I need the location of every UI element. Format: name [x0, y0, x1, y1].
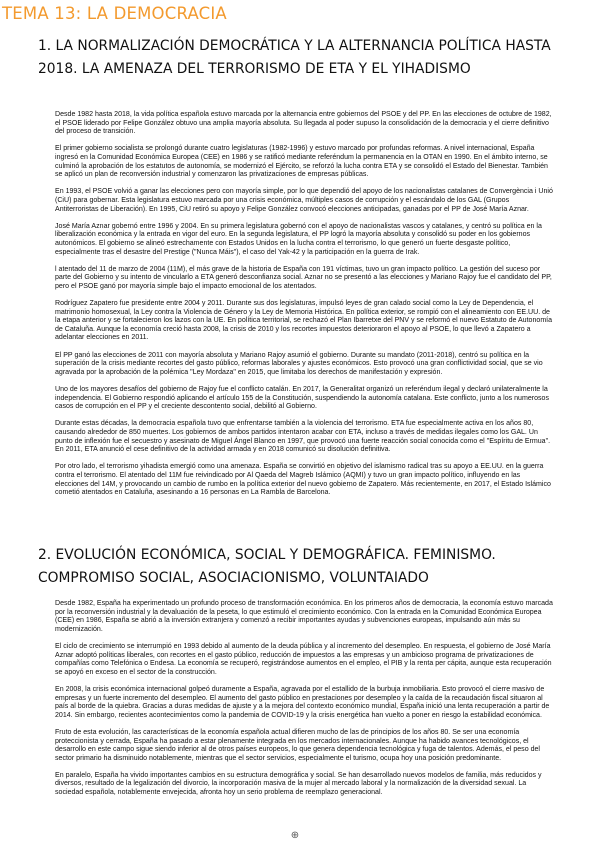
paragraph: El ciclo de crecimiento se interrumpió en 1993 debido al aumento de la deuda pública y al incremento del desempleo. En respuesta, el gobierno de José María Aznar adoptó políticas liberales, con recortes en el gasto público, reducción de impuestos a las empresas y un ambicioso programa de privatizaciones de compañías como Telefónica o Endesa. La economía se recuperó, registrándose aumentos en el empleo, el PIB y la renta per cápita, aunque esta recuperación se apoyó en exceso en el sector de la construcción. [55, 642, 552, 676]
paragraph: Durante estas décadas, la democracia española tuvo que enfrentarse también a la violencia del terrorismo. ETA fue especialmente activa en los años 80, causando alrededor de 850 muertes. Los gobiernos de ambos partidos intentaron acabar con ETA, incluso a través de medidas ilegales como los GAL. Un punto de inflexión fue el secuestro y asesinato de Miguel Ángel Blanco en 1997, que provocó una fuerte reacción social conocida como el "Espíritu de Ermua". En 2011, ETA anunció el cese definitivo de la actividad armada y en 2018 comunicó su disolución definitiva. [55, 420, 551, 454]
paragraph: Uno de los mayores desafíos del gobierno de Rajoy fue el conflicto catalán. En 2017, la Generalitat organizó un referéndum ilegal y declaró unilateralmente la independencia. El Gobierno respondió aplicando el artículo 155 de la Constitución, suspendiendo la autonomía catalana. Este conflicto, junto a los numerosos casos de corrupción en el PP y el creciente descontento social, debilitó al Gobierno. [55, 386, 549, 411]
section-1-body [55, 111, 553, 498]
paragraph: En 2008, la crisis económica internacional golpeó duramente a España, agravada por el estallido de la burbuja inmobiliaria. Esto provocó el cierre masivo de empresas y un fuerte incremento del desempleo. El aumento del gasto público en prestaciones por desempleo y la caída de la recaudación fiscal situaron al país al borde de la quiebra. Gracias a duras medidas de ajuste y a la mejora del contexto económico mundial, España inició una lenta recuperación a partir de 2014. Sin embargo, recientes acontecimientos como la pandemia de COVID-19 y la crisis energética han vuelto a poner en riesgo la estabilidad económica. [55, 685, 550, 719]
paragraph: Desde 1982 hasta 2018, la vida política española estuvo marcada por la alternancia entre gobiernos del PSOE y del PP. En las elecciones de octubre de 1982, el PSOE liderado por Felipe González obtuvo una amplia mayoría absoluta. Su llegada al poder supuso la consolidación de la democracia y el cierre definitivo del proceso de transición. [55, 111, 552, 136]
topic-title: TEMA 13: LA DEMOCRACIA [2, 4, 227, 23]
paragraph: Rodríguez Zapatero fue presidente entre 2004 y 2011. Durante sus dos legislaturas, impulsó leyes de gran calado social como la Ley de Dependencia, el matrimonio homosexual, la Ley contra la Violencia de Género y la Ley de Memoria Histórica. En política exterior, se rompió con el alineamiento con EE.UU. de la etapa anterior y se fortalecieron los lazos con la UE. En política territorial, se rechazó el Plan Ibarretxe del PNV y se reformó el nuevo Estatuto de Autonomía de Cataluña. Aunque la economía creció hasta 2008, la crisis de 2010 y los recortes impuestos deterioraron el apoyo al PSOE, lo que llevó a Zapatero a adelantar elecciones en 2011. [55, 300, 553, 342]
section-2-body [55, 600, 553, 798]
paragraph: En paralelo, España ha vivido importantes cambios en su estructura demográfica y social. Se han desarrollado nuevos modelos de familia, más reducidos y diversos, resultado de la legalización del divorcio, la incorporación masiva de la mujer al mercado laboral y la normalización de la diversidad sexual. La sociedad española, notablemente envejecida, afronta hoy un serio problema de reemplazo generacional. [55, 771, 542, 797]
section-2-title: 2. EVOLUCIÓN ECONÓMICA, SOCIAL Y DEMOGRÁFICA. FEMINISMO. COMPROMISO SOCIAL, ASOCIACIONISMO, VOLUNTAIADO [38, 547, 496, 586]
paragraph: El primer gobierno socialista se prolongó durante cuatro legislaturas (1982-1996) y estuvo marcado por profundas reformas. A nivel internacional, España ingresó en la Comunidad Económica Europea (CEE) en 1986 y se ratificó mediante referéndum la permanencia en la OTAN en 1990. En el ámbito interno, se culminó la aprobación de los estatutos de autonomía, se modernizó el Ejército, se reforzó la lucha contra ETA y se consolidó el Estado del Bienestar. También se aplicó un plan de reconversión industrial y comenzaron las privatizaciones de empresas públicas. [55, 145, 548, 179]
paragraph: l atentado del 11 de marzo de 2004 (11M), el más grave de la historia de España con 191 víctimas, tuvo un gran impacto político. La gestión del suceso por parte del Gobierno y su intento de vincularlo a ETA generó desconfianza social. Aznar no se presentó a las elecciones y Mariano Rajoy fue el candidato del PP, pero el PSOE ganó por mayoría simple bajo el impacto emocional de los atentados. [55, 265, 552, 290]
section-1-title: 1. LA NORMALIZACIÓN DEMOCRÁTICA Y LA ALTERNANCIA POLÍTICA HASTA 2018. LA AMENAZA DEL TERRORISMO DE ETA Y EL YIHADISMO [38, 38, 551, 77]
paragraph: Desde 1982, España ha experimentado un profundo proceso de transformación económica. En los primeros años de democracia, la economía estuvo marcada por la reconversión industrial y la devaluación de la peseta, lo que estimuló el crecimiento económico. Con la entrada en la Comunidad Económica Europea (CEE) en 1986, España se abrió a la inversión extranjera y comenzó a recibir importantes ayudas y subvenciones europeas, impulsando aún más su modernización. [55, 600, 553, 633]
paragraph: Fruto de esta evolución, las características de la economía española actual difieren mucho de las de principios de los años 80. Se ser una economía proteccionista y cerrada, España ha pasado a estar plenamente integrada en los mercados internacionales. Aunque ha habido avances tecnológicos, el desarrollo en este campo sigue siendo inferior al de otros países europeos, lo que genera dependencia tecnológica y fuga de talentos. Además, el peso del sector primario ha disminuido notablemente, mientras que el sector servicios, especialmente el turismo, ocupa hoy una posición predominante. [55, 728, 540, 762]
paragraph: José María Aznar gobernó entre 1996 y 2004. En su primera legislatura gobernó con el apoyo de nacionalistas vascos y catalanes, y centró su política en la liberalización económica y la entrada en vigor del euro. En la segunda legislatura, el PP logró la mayoría absoluta y consolidó su poder en los gobiernos autonómicos. El gobierno se alineó estrechamente con Estados Unidos en la lucha contra el terrorismo, lo que generó un fuerte desgaste político, especialmente tras el desastre del Prestige ("Nunca Máis"), el caso del Yak-42 y la participación en la guerra de Irak. [55, 222, 542, 256]
paragraph: El PP ganó las elecciones de 2011 con mayoría absoluta y Mariano Rajoy asumió el gobierno. Durante su mandato (2011-2018), centró su política en la superación de la crisis mediante recortes del gasto público, reformas laborales y ajustes económicos. Esto provocó una gran conflictividad social, que se vio agravada por la aprobación de la polémica "Ley Mordaza" en 2015, que limitaba los derechos de manifestación y expresión. [55, 351, 543, 376]
paragraph: En 1993, el PSOE volvió a ganar las elecciones pero con mayoría simple, por lo que dependió del apoyo de los nacionalistas catalanes de Convergència i Unió (CiU) para gobernar. Esta legislatura estuvo marcada por una crisis económica, múltiples casos de corrupción y el escándalo de los GAL (Grupos Antiterroristas de Liberación). En 1995, CiU retiró su apoyo y Felipe González convocó elecciones anticipadas, ganadas por el PP de José María Aznar. [55, 188, 553, 213]
page-navigation-icon[interactable]: ⊕ [290, 830, 300, 841]
paragraph: Por otro lado, el terrorismo yihadista emergió como una amenaza. España se convirtió en objetivo del islamismo radical tras su apoyo a EE.UU. en la guerra contra el terrorismo. El atentado del 11M fue reivindicado por Al Qaeda del Magreb Islámico (AQMI) y tuvo un gran impacto político, influyendo en las elecciones del 14M, y provocando un cambio de rumbo en la política exterior del nuevo gobierno de Zapatero. Más recientemente, en 2017, el Estado Islámico cometió atentados en Cataluña, asesinando a 16 personas en La Rambla de Barcelona. [55, 463, 551, 497]
